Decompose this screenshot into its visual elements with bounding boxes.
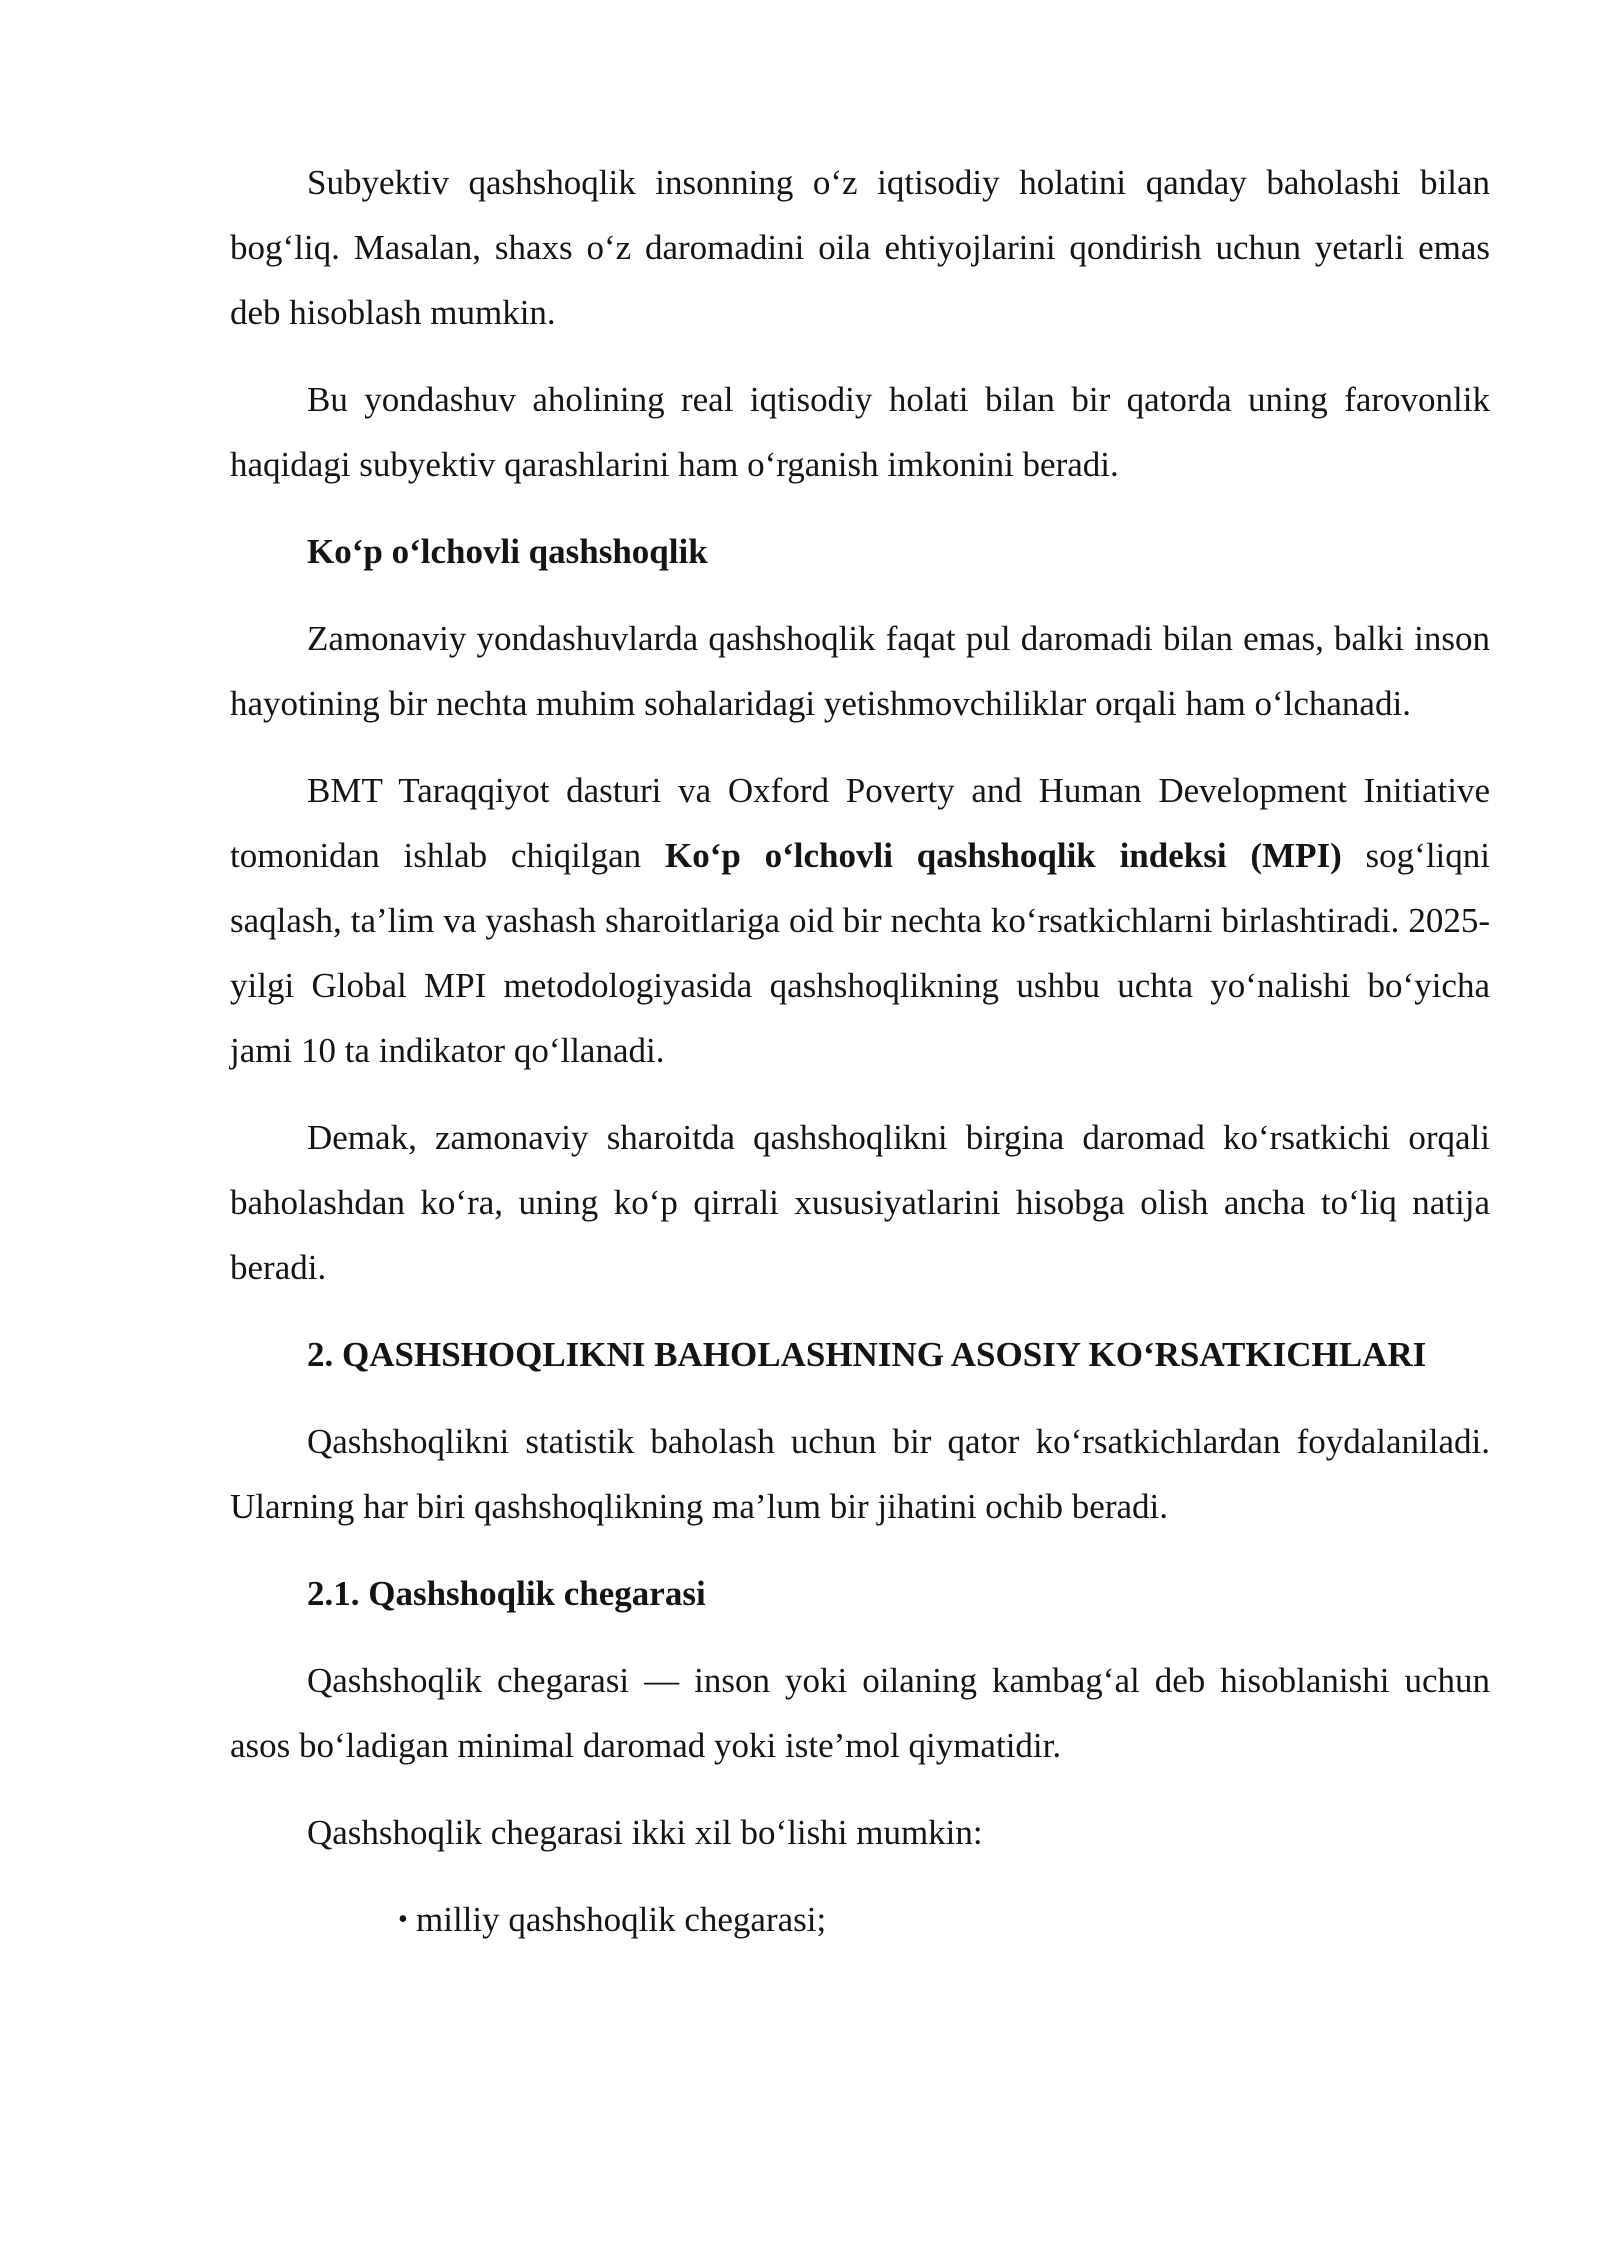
- paragraph-approach: Bu yondashuv aholining real iqtisodiy holati bilan bir qatorda uning farovonlik haqidagi subyektiv qarashlarini ham o‘rganish imkonini beradi.: [230, 380, 1490, 484]
- paragraph-indicators-intro: Qashshoqlikni statistik baholash uchun bir qator ko‘rsatkichlardan foydalaniladi. Ularning har biri qashshoqlikning ma’lum bir jihatini ochib beradi.: [230, 1422, 1490, 1526]
- bullet-list: [230, 1887, 1490, 1952]
- heading-poverty-line: 2.1. Qashshoqlik chegarasi: [307, 1574, 706, 1613]
- paragraph-mpi: [230, 758, 1490, 1083]
- document-page: [230, 150, 1490, 1952]
- paragraph-conclusion: Demak, zamonaviy sharoitda qashshoqlikni birgina daromad ko‘rsatkichi orqali baholashdan ko‘ra, uning ko‘p qirrali xususiyatlarini hisobga olish ancha to‘liq natija beradi.: [230, 1118, 1490, 1287]
- section-heading-2: [230, 1322, 1490, 1387]
- paragraph-mpi-text-end: sog‘liqni saqlash, ta’lim va yashash sharoitlariga oid bir nechta ko‘rsatkichlarni birlashtiradi. 2025-yilgi Global MPI metodologiyasida qashshoqlikning ushbu uchta yo‘nalishi bo‘yicha jami 10 ta indikator qo‘llanadi.: [230, 836, 1490, 1070]
- bullet-icon: •: [398, 1904, 408, 1935]
- paragraph-poverty-line-types: Qashshoqlik chegarasi ikki xil bo‘lishi mumkin:: [307, 1813, 983, 1852]
- section-number: 2.: [307, 1335, 334, 1374]
- list-item: [398, 1887, 1490, 1952]
- mpi-term: Ko‘p o‘lchovli qashshoqlik indeksi (MPI): [664, 836, 1342, 875]
- list-item-text: milliy qashshoqlik chegarasi;: [416, 1900, 827, 1939]
- paragraph-subjective-poverty: Subyektiv qashshoqlik insonning o‘z iqtisodiy holatini qanday baholashi bilan bog‘liq. Masalan, shaxs o‘z daromadini oila ehtiyojlarini qondirish uchun yetarli emas deb hisoblash mumkin.: [230, 163, 1490, 332]
- heading-multidimensional-poverty: Ko‘p o‘lchovli qashshoqlik: [307, 532, 708, 571]
- paragraph-poverty-line-definition: Qashshoqlik chegarasi — inson yoki oilaning kambag‘al deb hisoblanishi uchun asos bo‘ladigan minimal daromad yoki iste’mol qiymatidir.: [230, 1661, 1490, 1765]
- paragraph-modern-approaches: Zamonaviy yondashuvlarda qashshoqlik faqat pul daromadi bilan emas, balki inson hayotining bir nechta muhim sohalaridagi yetishmovchiliklar orqali ham o‘lchanadi.: [230, 619, 1490, 723]
- paragraph-mpi-text-start: BMT Taraqqiyot dasturi va Oxford Poverty and Human Development Initiative tomonidan ishlab chiqilgan: [230, 771, 1490, 875]
- section-title: QASHSHOQLIKNI BAHOLASHNING ASOSIY KO‘RSATKICHLARI: [342, 1335, 1427, 1374]
